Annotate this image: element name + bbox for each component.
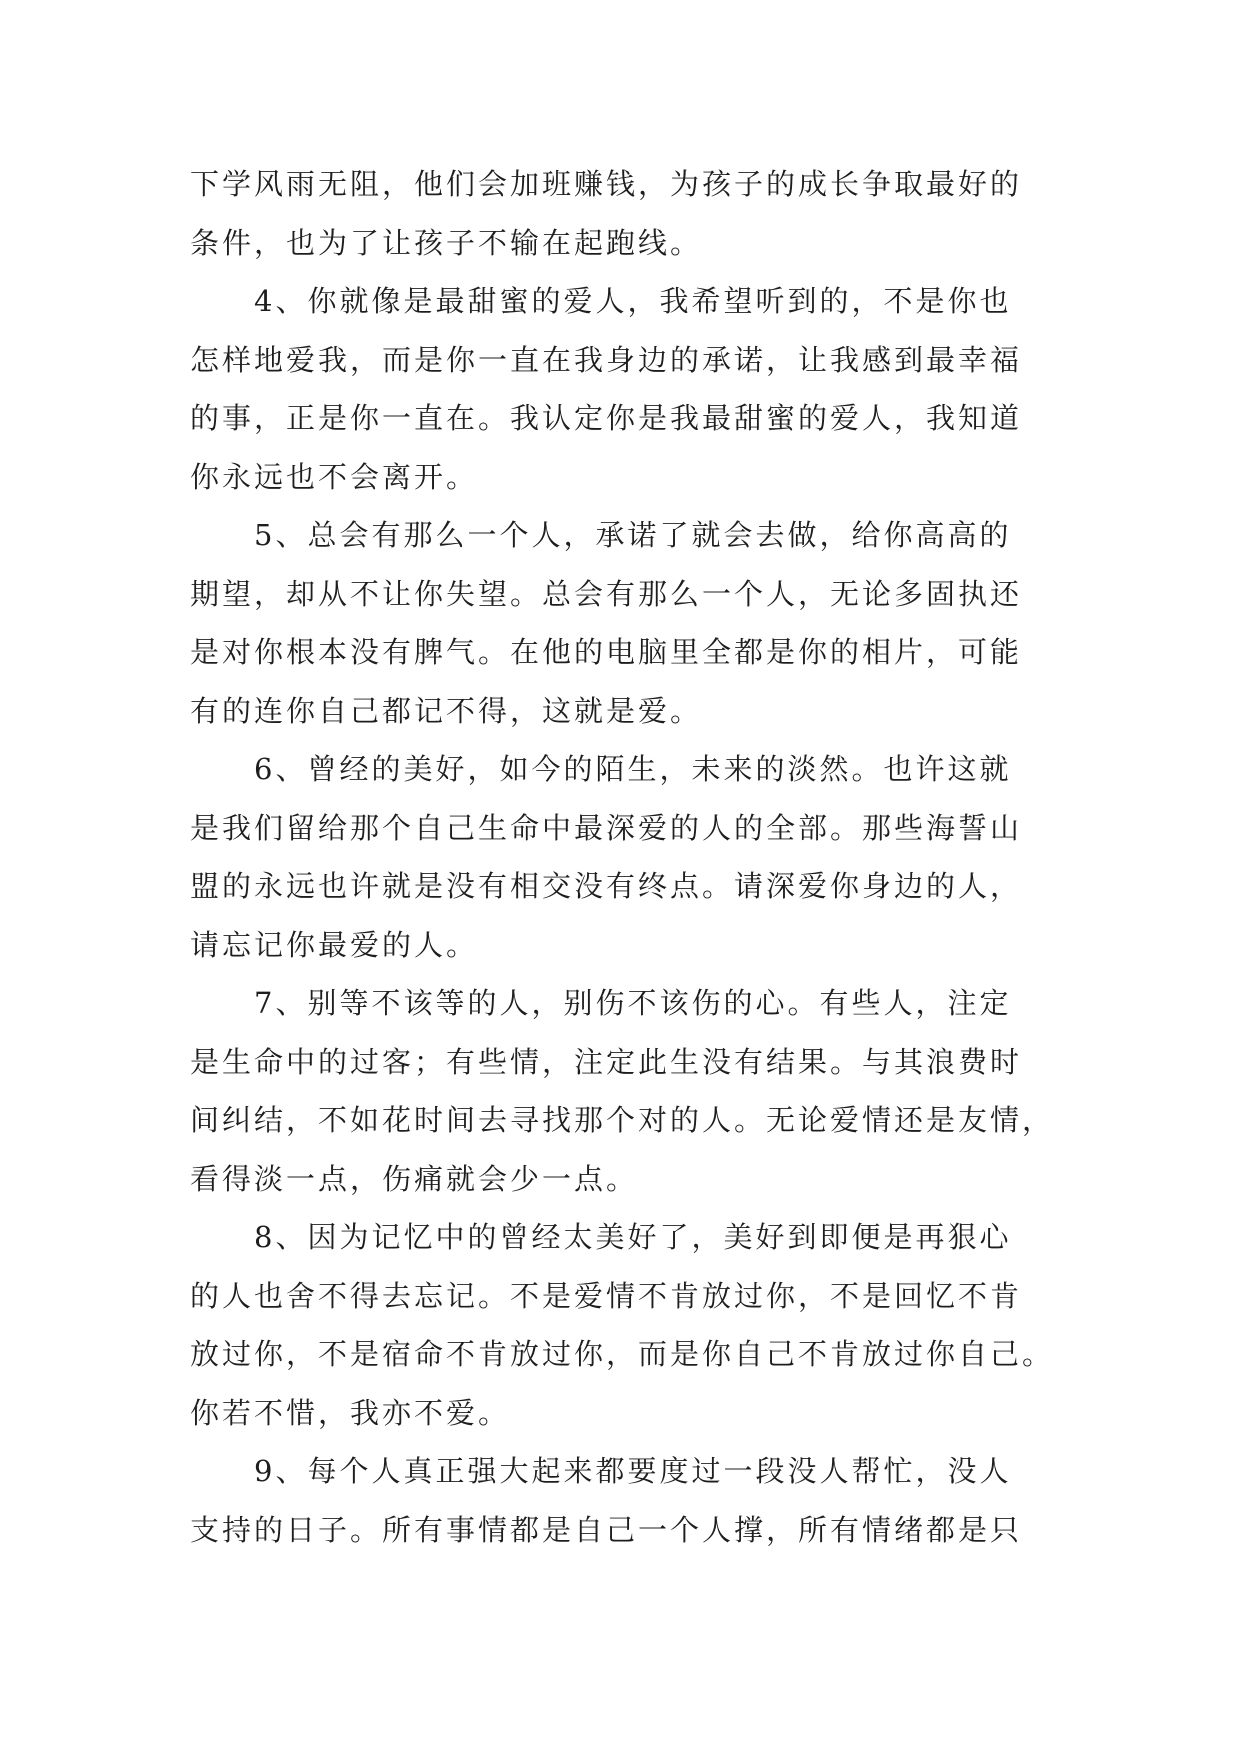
text-line: 看得淡一点，伤痛就会少一点。 <box>190 1161 639 1196</box>
text-line: 放过你，不是宿命不肯放过你，而是你自己不肯放过你自己。 <box>190 1337 1055 1371</box>
text-line: 条件，也为了让孩子不输在起跑线。 <box>190 225 703 260</box>
text-line: 支持的日子。所有事情都是自己一个人撑，所有情绪都是只 <box>190 1512 1023 1547</box>
text-line: 的人也舍不得去忘记。不是爱情不肯放过你，不是回忆不肯 <box>190 1278 1023 1313</box>
text-line: 有的连你自己都记不得，这就是爱。 <box>190 693 703 728</box>
text-line: 9、每个人真正强大起来都要度过一段没人帮忙，没人 <box>190 1454 1012 1488</box>
text-line: 盟的永远也许就是没有相交没有终点。请深爱你身边的人， <box>190 869 1023 903</box>
text-line: 是生命中的过客；有些情，注定此生没有结果。与其浪费时 <box>190 1044 1023 1079</box>
text-line: 5、总会有那么一个人，承诺了就会去做，给你高高的 <box>190 518 1012 552</box>
text-line: 期望，却从不让你失望。总会有那么一个人，无论多固执还 <box>190 576 1023 611</box>
document-body <box>190 155 1060 1559</box>
text-line: 4、你就像是最甜蜜的爱人，我希望听到的，不是你也 <box>190 284 1012 318</box>
text-line: 6、曾经的美好，如今的陌生，未来的淡然。也许这就 <box>190 752 1012 786</box>
text-line: 你若不惜，我亦不爱。 <box>190 1395 511 1430</box>
text-line: 下学风雨无阻，他们会加班赚钱，为孩子的成长争取最好的 <box>190 167 1023 201</box>
text-line: 间纠结，不如花时间去寻找那个对的人。无论爱情还是友情， <box>190 1103 1055 1137</box>
text-line: 8、因为记忆中的曾经太美好了，美好到即便是再狠心 <box>190 1220 1012 1254</box>
text-line: 的事，正是你一直在。我认定你是我最甜蜜的爱人，我知道 <box>190 401 1023 435</box>
text-line: 你永远也不会离开。 <box>190 459 479 494</box>
text-line: 是对你根本没有脾气。在他的电脑里全都是你的相片，可能 <box>190 635 1023 669</box>
text-line: 请忘记你最爱的人。 <box>190 927 479 962</box>
text-line: 怎样地爱我，而是你一直在我身边的承诺，让我感到最幸福 <box>190 342 1023 377</box>
text-line: 7、别等不该等的人，别伤不该伤的心。有些人，注定 <box>190 986 1012 1020</box>
text-line: 是我们留给那个自己生命中最深爱的人的全部。那些海誓山 <box>190 810 1023 845</box>
